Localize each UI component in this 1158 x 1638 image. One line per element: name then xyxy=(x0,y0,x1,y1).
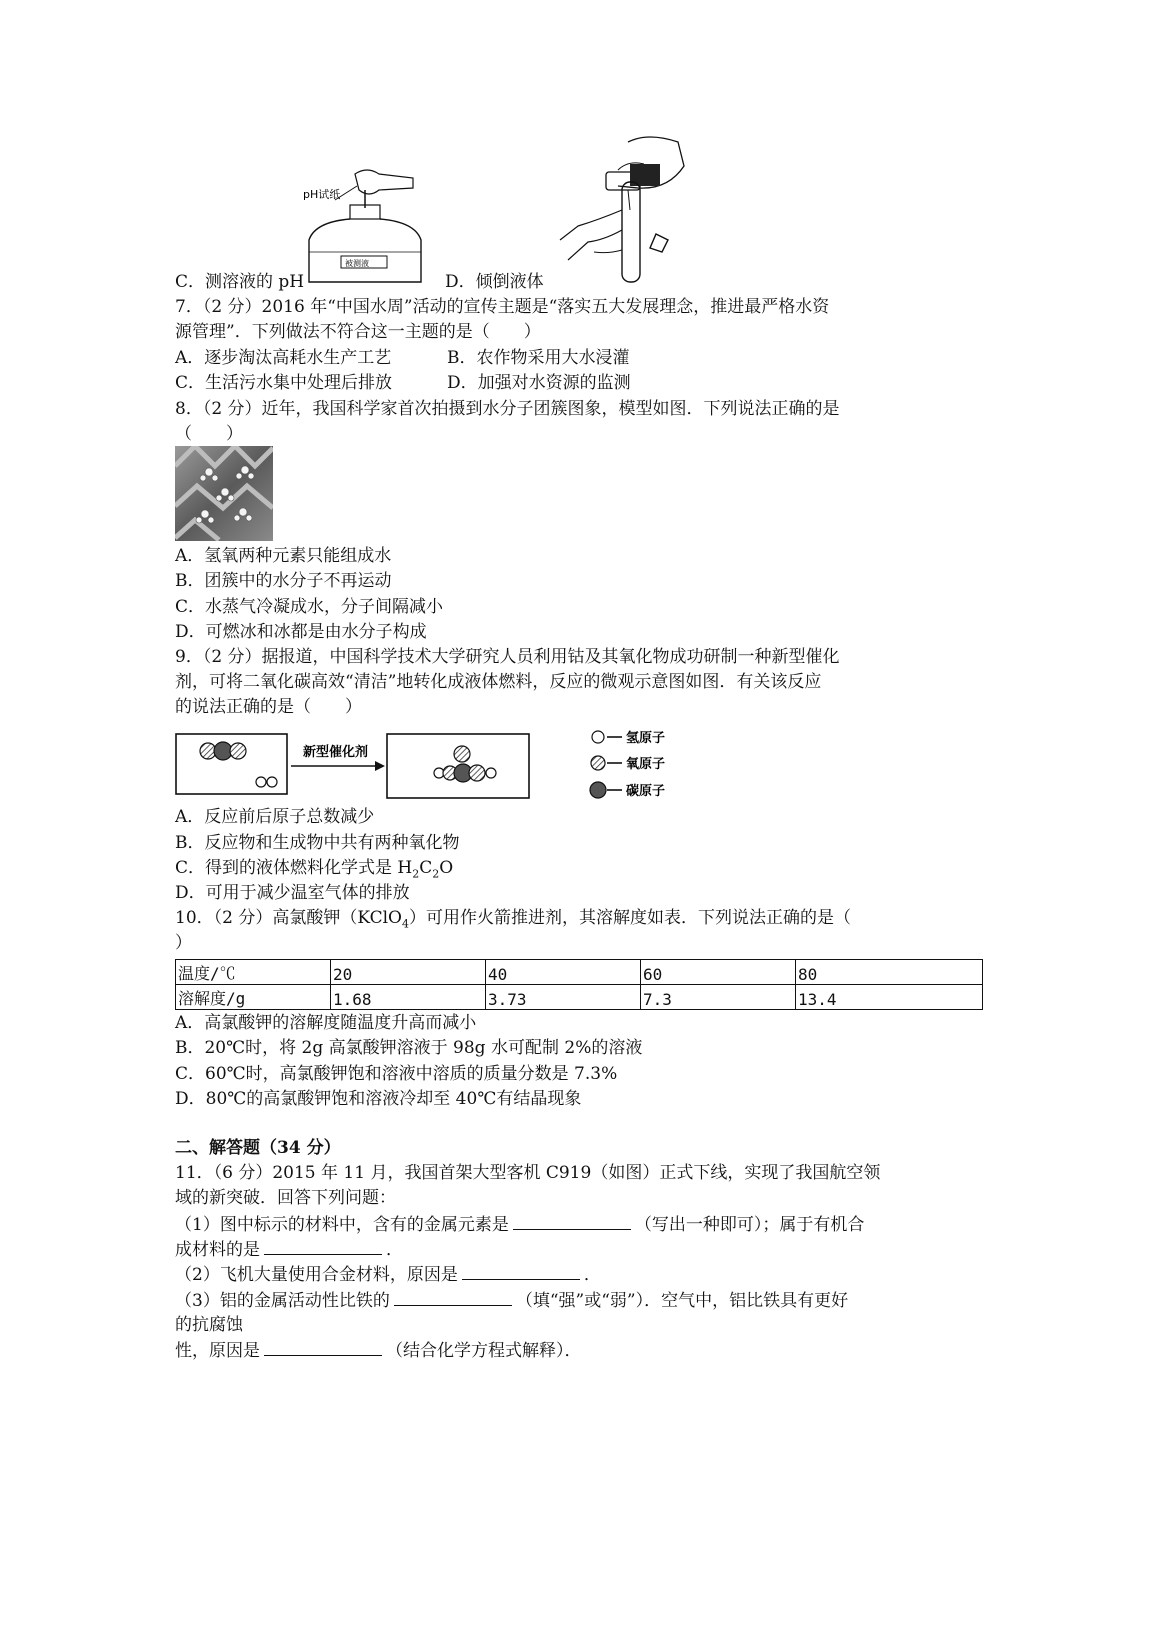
q9-option-d: D．可用于减少温室气体的排放 xyxy=(175,883,410,903)
q11-part2-text-a: （2）飞机大量使用合金材料，原因是 xyxy=(175,1265,458,1285)
table-cell: 1.68 xyxy=(331,985,486,1010)
product-oxygen-atom-top xyxy=(454,746,470,762)
legend-hydrogen-label: 氢原子 xyxy=(626,731,666,746)
solubility-table xyxy=(175,959,983,1010)
q11-part3-text-a: （3）铝的金属活动性比铁的 xyxy=(175,1291,390,1311)
ph-paper-label: pH试纸 xyxy=(303,188,341,201)
q10-stem-line2: ） xyxy=(175,933,192,953)
table-cell: 80 xyxy=(796,960,983,985)
q11-part1-text-d: ． xyxy=(386,1240,403,1260)
atom-legend-box xyxy=(588,719,698,803)
product-oxygen-atom-right xyxy=(469,765,485,781)
q11-part3-line2: 的抗腐蚀 xyxy=(175,1315,243,1335)
catalyst-arrow-label: 新型催化剂 xyxy=(303,745,369,760)
q7-option-a: A．逐步淘汰高耗水生产工艺 xyxy=(175,348,392,368)
answer-blank-activity[interactable] xyxy=(394,1289,512,1306)
q10-stem-sub: 4 xyxy=(401,917,409,931)
q11-part4-text-b: （结合化学方程式解释）． xyxy=(386,1341,582,1361)
q7-option-b: B．农作物采用大水浸灌 xyxy=(447,348,630,368)
reactant-hydrogen-atom-1 xyxy=(256,777,266,787)
reactant-carbon-atom xyxy=(214,742,232,760)
q9-c-sub1: 2 xyxy=(412,867,420,881)
q10-option-d: D．80℃的高氯酸钾饱和溶液冷却至 40℃有结晶现象 xyxy=(175,1089,582,1109)
q9-option-b: B．反应物和生成物中共有两种氧化物 xyxy=(175,833,460,853)
legend-carbon-icon xyxy=(590,782,606,798)
table-cell: 溶解度/g xyxy=(176,985,331,1010)
q9-c-sub2: 2 xyxy=(432,867,440,881)
q9-option-a: A．反应前后原子总数减少 xyxy=(175,807,375,827)
bottle-label: 被测液 xyxy=(345,259,369,268)
q11-part4-text-a: 性，原因是 xyxy=(175,1341,260,1361)
q9-c-prefix: C．得到的液体燃料化学式是 H xyxy=(175,858,413,878)
table-row xyxy=(176,960,983,985)
legend-oxygen-icon xyxy=(591,756,605,770)
table-cell: 40 xyxy=(486,960,641,985)
q9-stem-line3: 的说法正确的是（ ） xyxy=(175,697,362,717)
q8-option-d: D．可燃冰和冰都是由水分子构成 xyxy=(175,622,427,642)
answer-blank-alloy-reason[interactable] xyxy=(462,1263,580,1280)
legend-oxygen-label: 氧原子 xyxy=(626,757,666,772)
q11-part1-line1 xyxy=(175,1213,864,1236)
q11-part3-line1 xyxy=(175,1289,848,1312)
reactant-hydrogen-atom-2 xyxy=(267,777,277,787)
table-cell: 20 xyxy=(331,960,486,985)
q8-option-c: C．水蒸气冷凝成水，分子间隔减小 xyxy=(175,597,444,617)
legend-hydrogen-icon xyxy=(592,731,604,743)
q11-part3-line3 xyxy=(175,1339,582,1362)
q7-option-c: C．生活污水集中处理后排放 xyxy=(175,373,393,393)
q7-stem-line2: 源管理”．下列做法不符合这一主题的是（ ） xyxy=(175,322,541,342)
answer-blank-metal-element[interactable] xyxy=(513,1213,631,1230)
q11-part2 xyxy=(175,1263,601,1286)
q10-option-c: C．60℃时，高氯酸钾饱和溶液中溶质的质量分数是 7.3% xyxy=(175,1064,618,1084)
q9-c-mid: C xyxy=(419,858,433,878)
q11-part1-line2 xyxy=(175,1238,403,1261)
q8-option-b: B．团簇中的水分子不再运动 xyxy=(175,571,392,591)
q9-stem-line1: 9．（2 分）据报道，中国科学技术大学研究人员利用钴及其氧化物成功研制一种新型催化 xyxy=(175,647,840,667)
q8-stem-line1: 8．（2 分）近年，我国科学家首次拍摄到水分子团簇图象，模型如图．下列说法正确的是 xyxy=(175,399,840,419)
q10-stem-suffix: ）可用作火箭推进剂，其溶解度如表．下列说法正确的是（ xyxy=(408,908,851,928)
q9-c-suffix: O xyxy=(439,858,454,878)
q11-stem-line2: 域的新突破．回答下列问题： xyxy=(175,1188,396,1208)
q7-options-ab xyxy=(175,347,630,369)
q11-stem-line1: 11．（6 分）2015 年 11 月，我国首架大型客机 C919（如图）正式下线，实现了我国航空领 xyxy=(175,1163,881,1183)
q7-stem-line1: 7．（2 分）2016 年“中国水周”活动的宣传主题是“落实五大发展理念，推进最严格水资 xyxy=(175,297,830,317)
answer-blank-organic-material[interactable] xyxy=(264,1238,382,1255)
legend-carbon-label: 碳原子 xyxy=(626,784,666,799)
answer-blank-corrosion-reason[interactable] xyxy=(264,1339,382,1356)
q6-option-c: C．测溶液的 pH xyxy=(175,272,305,292)
q7-options-cd xyxy=(175,372,631,394)
product-hydrogen-atom-right xyxy=(486,768,496,778)
q10-stem-line1 xyxy=(175,907,851,935)
table-row xyxy=(176,985,983,1010)
q10-option-a: A．高氯酸钾的溶解度随温度升高而减小 xyxy=(175,1013,477,1033)
table-cell: 温度/℃ xyxy=(176,960,331,985)
q11-part1-text-a: （1）图中标示的材料中，含有的金属元素是 xyxy=(175,1215,509,1235)
q11-part1-text-b: （写出一种即可）；属于有机合 xyxy=(634,1215,865,1235)
reactant-oxygen-atom-2 xyxy=(230,743,246,759)
table-cell: 13.4 xyxy=(796,985,983,1010)
q6-option-d: D．倾倒液体 xyxy=(445,272,544,292)
table-cell: 7.3 xyxy=(641,985,796,1010)
section-heading: 二、解答题（34 分） xyxy=(175,1138,341,1158)
table-cell: 3.73 xyxy=(486,985,641,1010)
q7-option-d: D．加强对水资源的监测 xyxy=(447,373,631,393)
q8-option-a: A．氢氧两种元素只能组成水 xyxy=(175,546,392,566)
q10-option-b: B．20℃时，将 2g 高氯酸钾溶液于 98g 水可配制 2%的溶液 xyxy=(175,1038,643,1058)
q11-part3-text-b: （填“强”或“弱”）．空气中，铝比铁具有更好 xyxy=(515,1291,849,1311)
q9-stem-line2: 剂，可将二氧化碳高效“清洁”地转化成液体燃料，反应的微观示意图如图．有关该反应 xyxy=(175,672,822,692)
table-cell: 60 xyxy=(641,960,796,985)
water-cluster-image xyxy=(175,446,273,541)
q8-stem-line2: （ ） xyxy=(175,424,243,444)
ph-test-figure xyxy=(295,160,425,285)
q6-options xyxy=(175,271,544,293)
q11-part1-text-c: 成材料的是 xyxy=(175,1240,260,1260)
q11-part2-text-b: ． xyxy=(583,1265,601,1285)
pour-liquid-figure xyxy=(548,130,688,288)
q10-stem-prefix: 10．（2 分）高氯酸钾（KClO xyxy=(175,908,402,928)
